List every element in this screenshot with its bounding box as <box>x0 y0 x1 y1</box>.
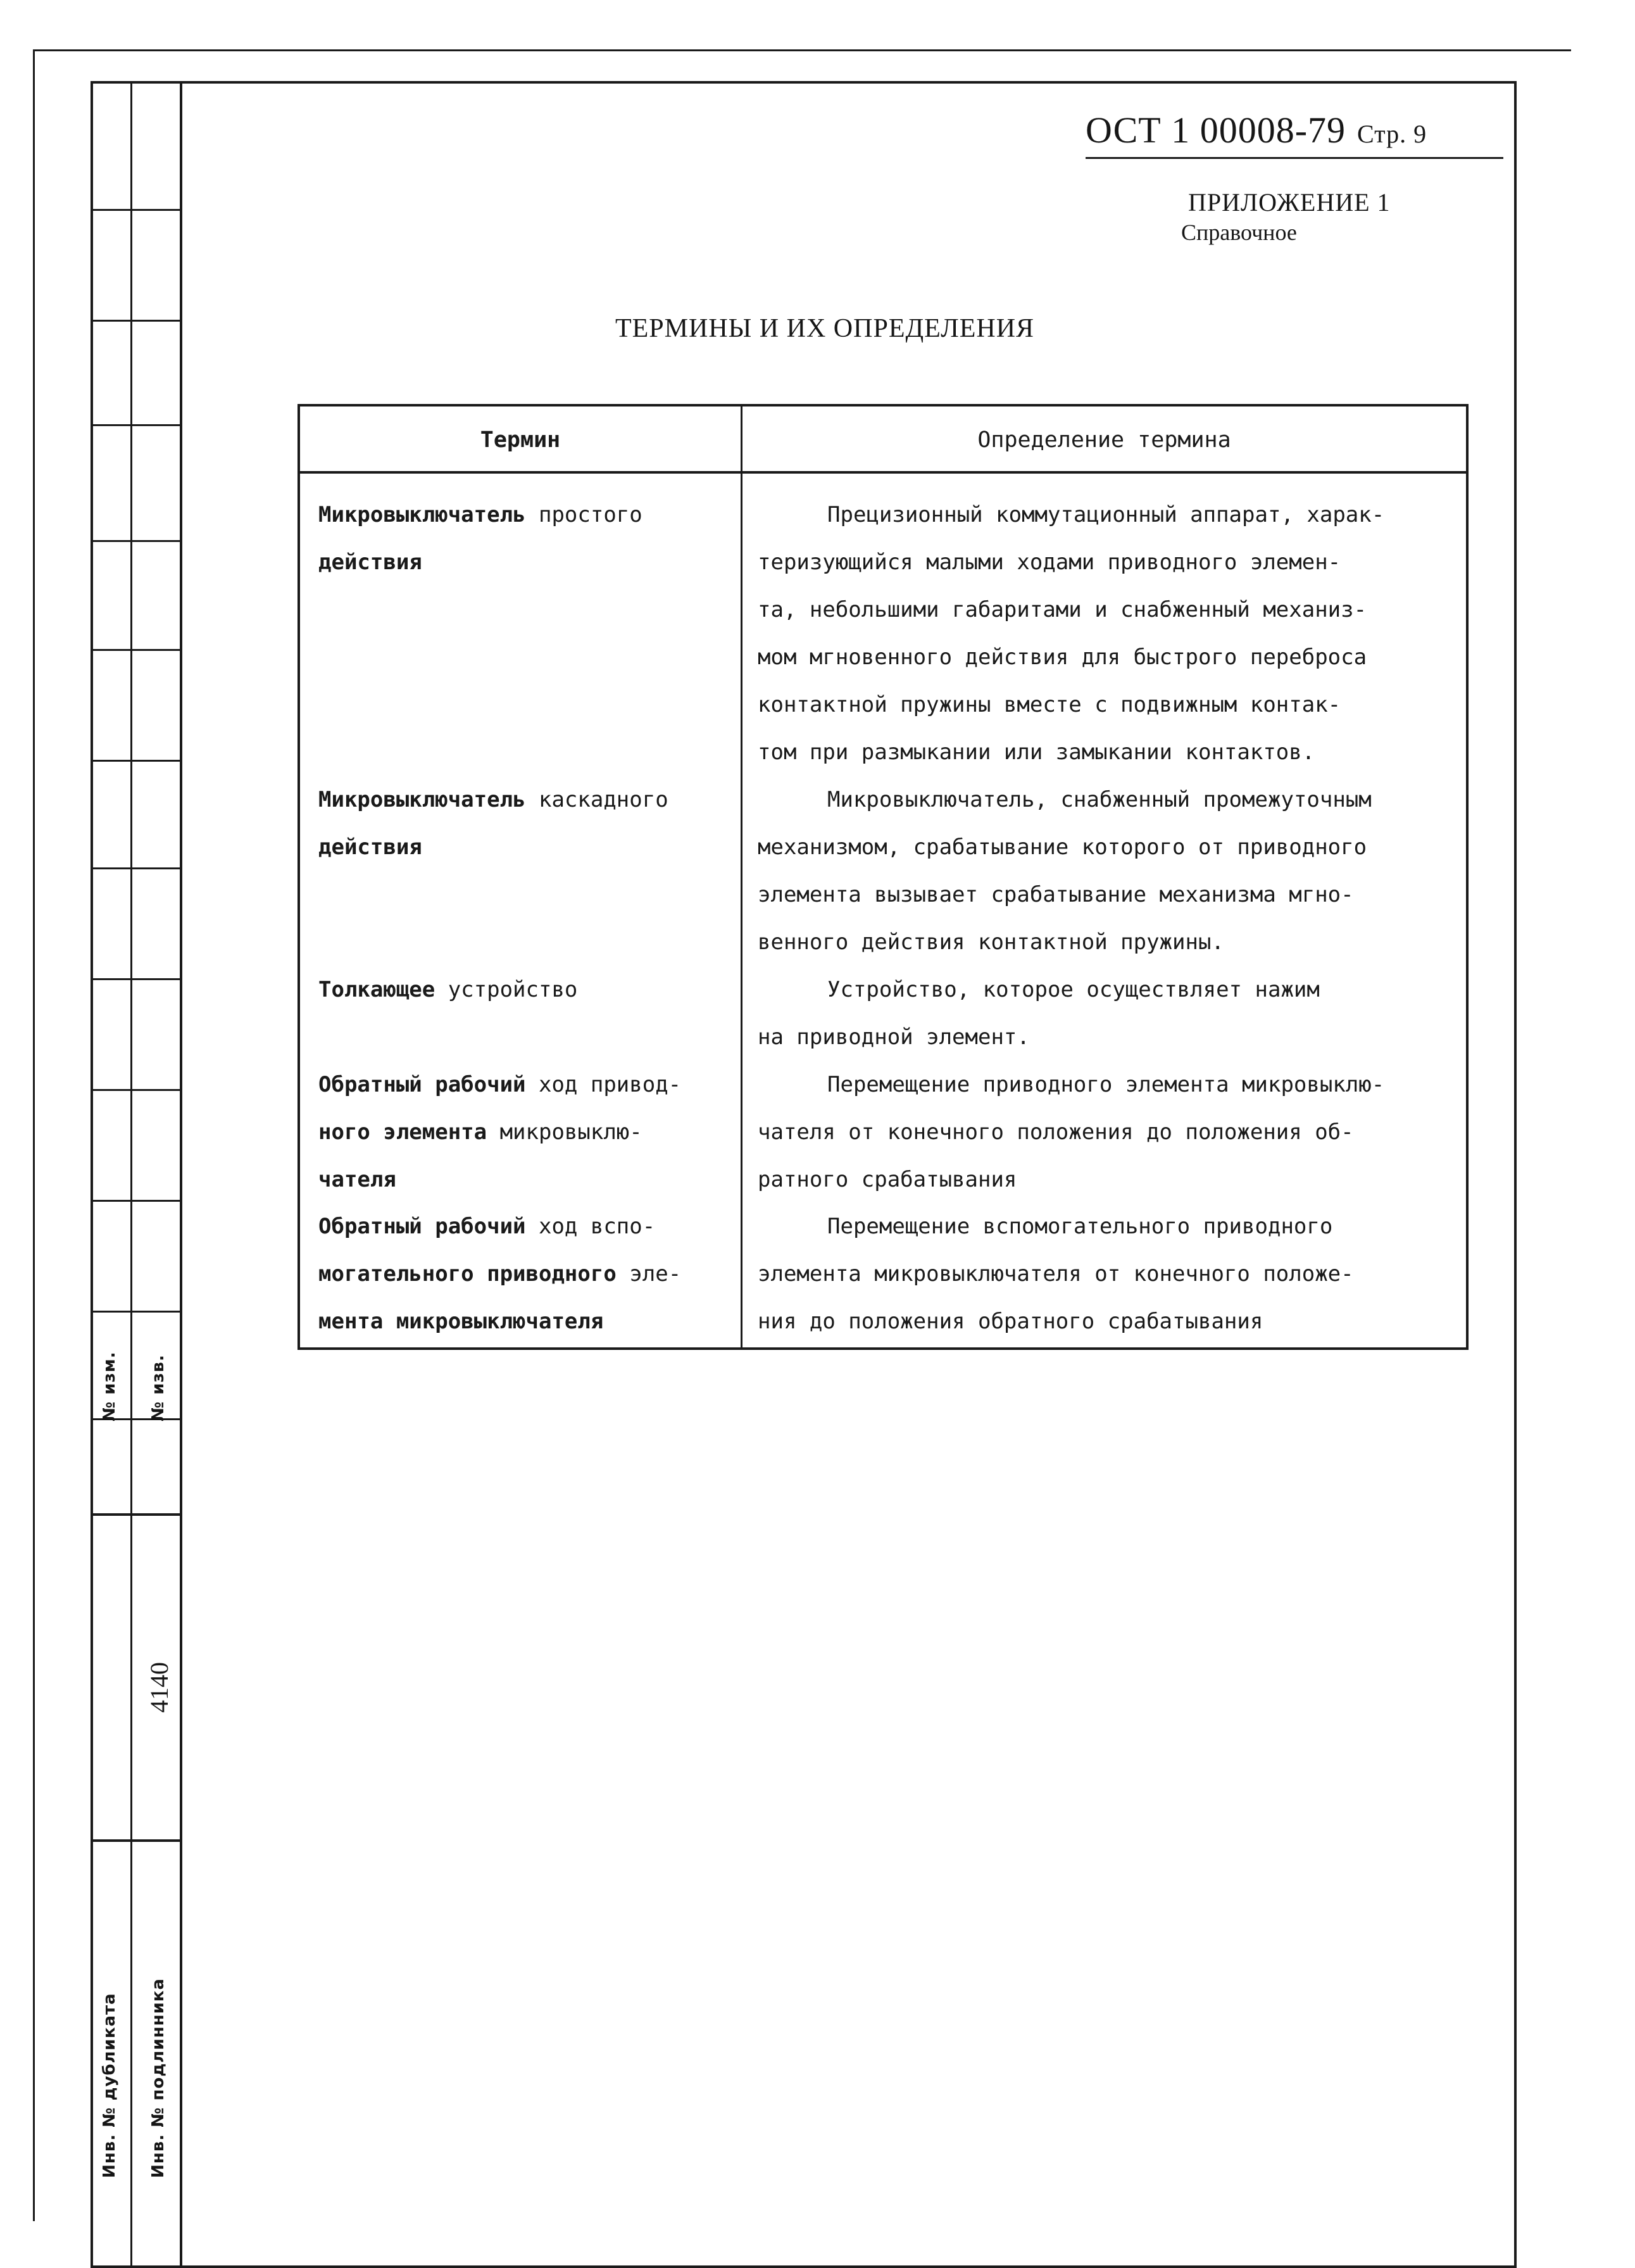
term-line: Обратный рабочий ход вспо- <box>318 1214 656 1239</box>
term-cell <box>318 966 577 1014</box>
document-code <box>1086 109 1427 151</box>
appendix-title: ПРИЛОЖЕНИЕ 1 <box>1188 188 1391 217</box>
definition-line: ратного срабатывания <box>758 1167 1017 1192</box>
inner-frame-bottom <box>91 2265 1517 2268</box>
table-border-bottom <box>298 1347 1469 1350</box>
appendix-kind: Справочное <box>1181 220 1297 245</box>
definition-line: элемента микровыключателя от конечного положе- <box>758 1261 1354 1287</box>
term-line: Микровыключатель каскадного <box>318 787 668 812</box>
definition-line: том при размыкании или замыкании контактов. <box>758 740 1315 765</box>
definition-line: та, небольшими габаритами и снабженный механиз- <box>758 597 1367 622</box>
definition-line: венного действия контактной пружины. <box>758 929 1224 955</box>
definition-line: Микровыключатель, снабженный промежуточным <box>827 787 1372 812</box>
table-border-left <box>298 404 300 1350</box>
stamp-change-no-1: № изм. <box>100 1351 119 1421</box>
term-line: Толкающее устройство <box>318 977 578 1002</box>
definition-line: мом мгновенного действия для быстрого переброса <box>758 645 1367 670</box>
definition-cell <box>758 776 1372 966</box>
term-line: действия <box>318 835 422 860</box>
header-underline <box>1086 157 1503 159</box>
inner-frame-right <box>1514 81 1517 2267</box>
page-frame-top <box>33 49 1571 51</box>
definition-cell <box>758 1203 1354 1345</box>
definition-line: теризующийся малыми ходами приводного элемен- <box>758 550 1341 575</box>
definition-line: ния до положения обратного срабатывания <box>758 1309 1263 1334</box>
term-line: Обратный рабочий ход привод- <box>318 1072 682 1097</box>
stamp-column-edge <box>180 81 182 2267</box>
inner-frame-top <box>91 81 1517 84</box>
stamp-inv-number: 4140 <box>145 1662 173 1713</box>
section-title: ТЕРМИНЫ И ИХ ОПРЕДЕЛЕНИЯ <box>615 314 1035 343</box>
definition-line: Перемещение вспомогательного приводного <box>827 1214 1333 1239</box>
definition-line: на приводной элемент. <box>758 1024 1030 1050</box>
term-cell <box>318 1203 681 1345</box>
table-header-term: Термин <box>480 427 561 453</box>
term-line: действия <box>318 550 422 575</box>
term-line: чателя <box>318 1167 396 1192</box>
document-designation: ОСТ 1 00008-79 <box>1086 110 1346 151</box>
definition-cell <box>758 491 1384 776</box>
table-column-divider <box>741 404 742 1350</box>
definition-line: чателя от конечного положения до положения об- <box>758 1119 1354 1145</box>
term-line: мента микровыключателя <box>318 1309 604 1334</box>
term-cell <box>318 1061 681 1204</box>
table-border-right <box>1466 404 1469 1350</box>
definition-line: Устройство, которое осуществляет нажим <box>827 977 1320 1002</box>
page-label: Стр. 9 <box>1357 120 1427 148</box>
term-line: Микровыключатель простого <box>318 502 642 527</box>
definition-line: контактной пружины вместе с подвижным контак- <box>758 692 1341 717</box>
definition-line: Прецизионный коммутационный аппарат, харак- <box>827 502 1385 527</box>
term-cell <box>318 776 668 871</box>
page-frame-left <box>33 49 35 2221</box>
definition-cell <box>758 1061 1384 1204</box>
definition-line: Перемещение приводного элемента микровыклю- <box>827 1072 1385 1097</box>
definition-cell <box>758 966 1320 1061</box>
stamp-inv-duplicate: Инв. № дубликата <box>100 1993 119 2178</box>
stamp-column-divider <box>130 81 132 2267</box>
stamp-change-no-2: № изв. <box>149 1354 168 1421</box>
stamp-inv-original: Инв. № подлинника <box>149 1978 168 2178</box>
table-header-definition: Определение термина <box>977 427 1231 453</box>
term-line: ного элемента микровыклю- <box>318 1119 642 1145</box>
inner-frame-left <box>91 81 93 2267</box>
definition-line: механизмом, срабатывание которого от приводного <box>758 835 1367 860</box>
definition-line: элемента вызывает срабатывание механизма мгно- <box>758 882 1354 907</box>
term-cell <box>318 491 642 586</box>
term-line: могательного приводного эле- <box>318 1261 682 1287</box>
